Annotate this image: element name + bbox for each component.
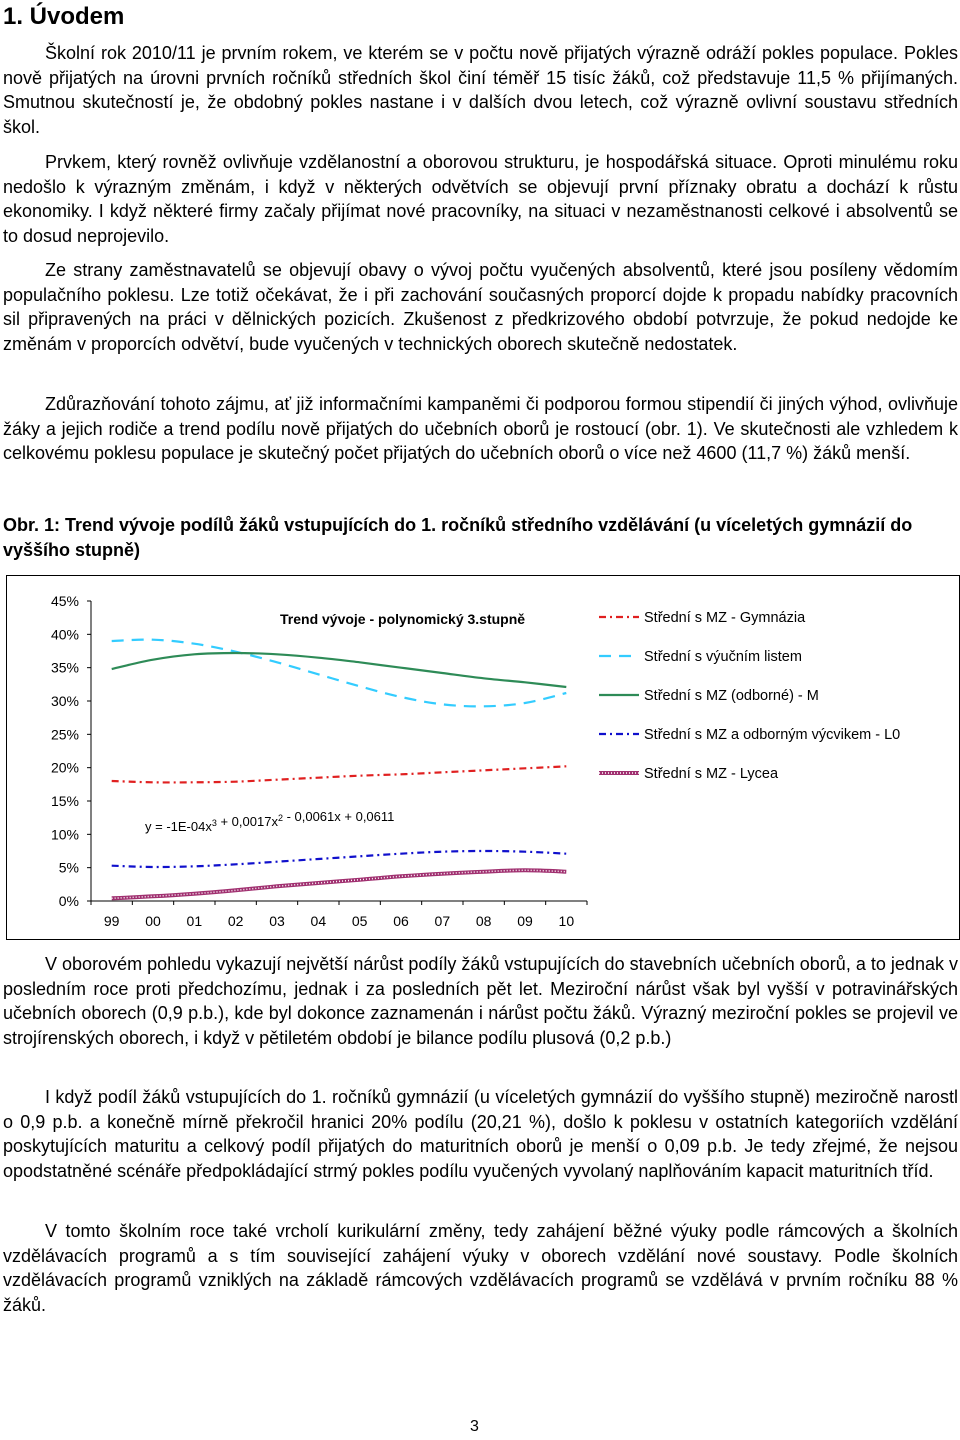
page-number: 3: [470, 1418, 479, 1435]
x-tick-label: 07: [434, 913, 451, 929]
y-tick-label: 40%: [50, 626, 79, 643]
legend-label: Střední s MZ a odborným výcvikem - L0: [644, 727, 901, 743]
x-tick-label: 04: [310, 913, 327, 929]
paragraph-5: V oborovém pohledu vykazují největší nárůst podíly žáků vstupujících do stavebních učebních oborů, a to jednak v posledním roce proti předchozímu, jednak i za posledních pět let. Meziroční nárůst však byl vyšší v potravinářských učebních oborech (0,9 p.b.), kde byl dokonce zaznamenán i nárůst počtu žáků. Výrazný meziroční pokles se projevil ve strojírenských oborech, i když v pětiletém období je bilance podílu plusová (0,2 p.b.): [3, 954, 958, 1048]
series-line-5: [112, 870, 567, 898]
chart-legend: [599, 610, 900, 782]
chart-title: Trend vývoje - polynomický 3.stupně: [280, 611, 526, 627]
series-line-1: [112, 766, 567, 782]
x-tick-label: 00: [145, 913, 161, 929]
trend-equation: $y = -1E-04x^3 + 0,0017x^2 - 0,0061x + 0,0611$: [145, 809, 395, 834]
y-tick-label: 15%: [50, 793, 79, 809]
legend-label: Střední s MZ - Lycea: [644, 766, 779, 782]
x-tick-label: 06: [393, 913, 409, 929]
y-tick-label: 0%: [58, 893, 79, 909]
x-tick-label: 08: [475, 913, 492, 929]
x-tick-labels: [91, 901, 587, 929]
x-tick-label: 05: [351, 913, 368, 929]
y-tick-label: 35%: [50, 659, 79, 676]
paragraph-1: Školní rok 2010/11 je prvním rokem, ve kterém se v počtu nově přijatých výrazně odráží pokles populace. Pokles nově přijatých na úrovni prvních ročníků středních škol činí téměř 15 tisíc žáků, což představuje 11,5 % přijímaných. Smutnou skutečností je, že obdobný pokles nastane i v dalších dvou letech, což výrazně ovlivní soustavu středních škol.: [3, 43, 958, 137]
chart-svg: [7, 576, 959, 939]
section-heading: 1. Úvodem: [3, 3, 125, 30]
paragraph-3: Ze strany zaměstnavatelů se objevují obavy o vývoj počtu vyučených absolventů, které jsou posíleny vědomím populačního poklesu. Lze totiž očekávat, že i při zachování současných proporcí dojde k propadu nabídky pracovních sil připravených na práci v dělnických pozicích. Zkušenost z předkrizového období potvrzuje, že pokud nedojde ke změnám v proporcích odvětví, bude vyučených v technických oborech skutečně nedostatek.: [3, 260, 958, 354]
series-line-2: [112, 640, 567, 707]
x-tick-label: 01: [186, 913, 203, 929]
chart-axes: [91, 601, 587, 901]
paragraph-6: I když podíl žáků vstupujících do 1. ročníků gymnázií (u víceletých gymnázií do vyššího stupně) meziročně narostl o 0,9 p.b. a konečně mírně překročil hranici 20% podílu (20,21 %), došlo k poklesu v ostatních kategoriích vzdělání poskytujících maturitu a celkový podíl přijatých do maturitních oborů je menší o 0,09 p.b. Je tedy zřejmé, že nejsou opodstatněné scénáře předpokládající strmý pokles podílu vyučených vyvolaný naplňováním kapacit maturitních tříd.: [3, 1087, 958, 1181]
series-line-4: [112, 851, 567, 867]
paragraph-2: Prvkem, který rovněž ovlivňuje vzdělanostní a oborovou strukturu, je hospodářská situace. Oproti minulému roku nedošlo k výrazným změnám, i když v některých odvětvích se objevují první příznaky obratu a dochází k růstu ekonomiky. I když některé firmy začaly přijímat nové pracovníky, na situaci v nezaměstnanosti celkové i absolventů se to dosud neprojevilo.: [3, 152, 958, 246]
legend-label: Střední s MZ - Gymnázia: [644, 610, 806, 626]
paragraph-4: Zdůrazňování tohoto zájmu, ať již informačními kampaněmi či podporou formou stipendií či jiných výhod, ovlivňuje žáky a jejich rodiče a trend podílu nově přijatých do učebních oborů je rostoucí (obr. 1). Ve skutečnosti ale vzhledem k celkovému poklesu populace je skutečný počet přijatých do učebních oborů o více než 4600 (11,7 %) žáků menší.: [3, 394, 958, 464]
y-tick-label: 30%: [50, 693, 79, 709]
paragraph-7: V tomto školním roce také vrcholí kurikulární změny, tedy zahájení běžné výuky podle rámcových a školních vzdělávacích programů a s tím související zahájení výuky v oborech vzdělání nové soustavy. Podle školních vzdělávacích programů vzniklých na základě rámcových vzdělávacích programů se vzdělává v prvním ročníku 88 % žáků.: [3, 1221, 958, 1315]
x-tick-label: 10: [558, 913, 575, 929]
trend-chart: [6, 575, 960, 940]
x-tick-label: 09: [517, 913, 533, 929]
y-tick-label: 10%: [50, 826, 79, 843]
y-tick-label: 45%: [50, 593, 79, 609]
series-lines: [112, 640, 567, 899]
y-tick-label: 5%: [58, 859, 79, 876]
series-line-3: [112, 653, 567, 687]
legend-label: Střední s MZ (odborné) - M: [644, 688, 819, 704]
y-tick-label: 25%: [50, 726, 79, 743]
y-tick-label: 20%: [50, 759, 79, 776]
y-tick-labels: [51, 593, 91, 909]
x-tick-label: 03: [269, 913, 285, 929]
x-tick-label: 99: [103, 913, 120, 929]
figure-caption: Obr. 1: Trend vývoje podílů žáků vstupujících do 1. ročníků středního vzdělávání (u víceletých gymnázií do vyššího stupně): [3, 515, 913, 560]
legend-label: Střední s výučním listem: [644, 649, 802, 665]
x-tick-label: 02: [227, 913, 244, 929]
